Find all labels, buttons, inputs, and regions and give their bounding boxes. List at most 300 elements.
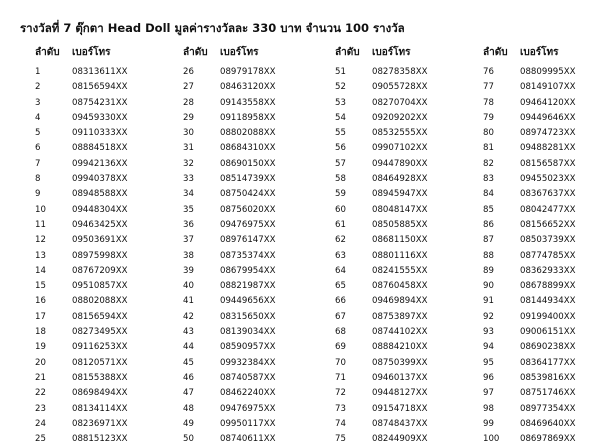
item-phone: 09143558XX — [220, 97, 276, 108]
column-header — [183, 47, 328, 65]
item-no: 68 — [335, 327, 346, 338]
item-phone: 09488281XX — [520, 143, 576, 154]
item-phone: 09503691XX — [72, 235, 128, 246]
item-phone: 08976147XX — [220, 235, 276, 246]
item-phone: 09006151XX — [520, 327, 576, 338]
list-item — [183, 371, 328, 386]
item-no: 67 — [335, 311, 346, 322]
column-header — [335, 47, 480, 65]
item-phone: 08754231XX — [72, 97, 128, 108]
item-no: 17 — [35, 311, 46, 322]
item-phone: 08134114XX — [72, 403, 128, 414]
item-no: 63 — [335, 250, 346, 261]
item-phone: 08735374XX — [220, 250, 276, 261]
list-item — [335, 172, 480, 187]
list-item — [183, 294, 328, 309]
item-no: 38 — [183, 250, 194, 261]
item-phone: 09459330XX — [72, 112, 128, 123]
header-no: ลำดับ — [335, 47, 360, 58]
item-no: 93 — [483, 327, 494, 338]
item-no: 39 — [183, 265, 194, 276]
item-no: 72 — [335, 388, 346, 399]
item-no: 66 — [335, 296, 346, 307]
list-item — [335, 310, 480, 325]
item-phone: 09449656XX — [220, 296, 276, 307]
list-item — [335, 157, 480, 172]
list-item — [35, 172, 180, 187]
list-item — [183, 386, 328, 401]
item-no: 82 — [483, 158, 494, 169]
list-item — [35, 111, 180, 126]
item-phone: 08750424XX — [220, 189, 276, 200]
item-phone: 09942136XX — [72, 158, 128, 169]
item-no: 92 — [483, 311, 494, 322]
item-no: 85 — [483, 204, 494, 215]
list-item — [183, 432, 328, 447]
list-item — [483, 111, 600, 126]
list-item — [35, 325, 180, 340]
item-phone: 09469894XX — [372, 296, 428, 307]
list-item — [183, 218, 328, 233]
item-phone: 08753897XX — [372, 311, 428, 322]
item-phone: 09463425XX — [72, 219, 128, 230]
item-no: 98 — [483, 403, 494, 414]
item-phone: 08241555XX — [372, 265, 428, 276]
list-item — [335, 203, 480, 218]
item-no: 76 — [483, 67, 494, 77]
list-item — [183, 157, 328, 172]
item-no: 19 — [35, 342, 46, 353]
item-phone: 09510857XX — [72, 281, 128, 292]
item-phone: 08313611XX — [72, 67, 128, 77]
item-phone: 08975998XX — [72, 250, 128, 261]
item-no: 57 — [335, 158, 346, 169]
list-item — [35, 203, 180, 218]
list-item — [483, 126, 600, 141]
item-no: 27 — [183, 82, 194, 93]
list-item — [483, 65, 600, 80]
item-no: 83 — [483, 174, 494, 185]
item-phone: 08756020XX — [220, 204, 276, 215]
item-no: 78 — [483, 97, 494, 108]
list-item — [335, 325, 480, 340]
item-no: 32 — [183, 158, 194, 169]
item-no: 87 — [483, 235, 494, 246]
item-no: 9 — [35, 189, 41, 200]
list-item — [335, 386, 480, 401]
item-no: 88 — [483, 250, 494, 261]
item-no: 51 — [335, 67, 346, 77]
item-no: 31 — [183, 143, 194, 154]
item-no: 69 — [335, 342, 346, 353]
list-item — [35, 96, 180, 111]
item-no: 18 — [35, 327, 46, 338]
list-item — [183, 310, 328, 325]
item-no: 43 — [183, 327, 194, 338]
item-no: 97 — [483, 388, 494, 399]
item-phone: 08740587XX — [220, 372, 276, 383]
item-phone: 09118958XX — [220, 112, 276, 123]
list-item — [35, 371, 180, 386]
item-phone: 08690238XX — [520, 342, 576, 353]
item-phone: 08139034XX — [220, 327, 276, 338]
list-item — [183, 80, 328, 95]
item-no: 81 — [483, 143, 494, 154]
list-item — [335, 80, 480, 95]
list-item — [35, 141, 180, 156]
item-no: 54 — [335, 112, 346, 123]
column-2 — [183, 47, 328, 447]
list-item — [335, 356, 480, 371]
item-no: 20 — [35, 357, 46, 368]
item-no: 45 — [183, 357, 194, 368]
list-item — [183, 65, 328, 80]
item-no: 25 — [35, 434, 46, 445]
item-no: 65 — [335, 281, 346, 292]
list-item — [335, 417, 480, 432]
list-item — [35, 294, 180, 309]
header-phone: เบอร์โทร — [220, 47, 259, 58]
item-no: 28 — [183, 97, 194, 108]
item-phone: 08884210XX — [372, 342, 428, 353]
list-item — [183, 141, 328, 156]
item-no: 15 — [35, 281, 46, 292]
item-phone: 09940378XX — [72, 174, 128, 185]
list-item — [35, 417, 180, 432]
column-4 — [483, 47, 600, 447]
item-phone: 08679954XX — [220, 265, 276, 276]
item-no: 59 — [335, 189, 346, 200]
list-item — [183, 187, 328, 202]
item-phone: 08945947XX — [372, 189, 428, 200]
list-item — [483, 402, 600, 417]
item-phone: 08463120XX — [220, 82, 276, 93]
list-item — [35, 187, 180, 202]
list-item — [335, 218, 480, 233]
item-no: 6 — [35, 143, 41, 154]
item-phone: 08505885XX — [372, 219, 428, 230]
item-phone: 08774785XX — [520, 250, 576, 261]
item-phone: 08821987XX — [220, 281, 276, 292]
list-item — [35, 356, 180, 371]
item-phone: 08744102XX — [372, 327, 428, 338]
item-phone: 09476975XX — [220, 219, 276, 230]
list-item — [35, 65, 180, 80]
list-item — [483, 325, 600, 340]
item-phone: 08815123XX — [72, 434, 128, 445]
list-item — [183, 96, 328, 111]
item-no: 58 — [335, 174, 346, 185]
item-no: 77 — [483, 82, 494, 93]
item-no: 52 — [335, 82, 346, 93]
list-item — [35, 80, 180, 95]
item-phone: 08315650XX — [220, 311, 276, 322]
item-phone: 08244909XX — [372, 434, 428, 445]
item-phone: 08156594XX — [72, 311, 128, 322]
list-item — [35, 126, 180, 141]
item-no: 7 — [35, 158, 41, 169]
item-no: 94 — [483, 342, 494, 353]
item-phone: 08802088XX — [220, 128, 276, 139]
list-item — [335, 65, 480, 80]
list-item — [335, 279, 480, 294]
item-no: 70 — [335, 357, 346, 368]
item-no: 62 — [335, 235, 346, 246]
list-item — [35, 310, 180, 325]
list-item — [483, 279, 600, 294]
item-no: 30 — [183, 128, 194, 139]
list-item — [483, 340, 600, 355]
item-no: 16 — [35, 296, 46, 307]
list-item — [183, 233, 328, 248]
item-phone: 09448127XX — [372, 388, 428, 399]
item-no: 79 — [483, 112, 494, 123]
item-phone: 08590957XX — [220, 342, 276, 353]
item-no: 2 — [35, 82, 41, 93]
item-phone: 09932384XX — [220, 357, 276, 368]
item-phone: 08514739XX — [220, 174, 276, 185]
item-phone: 08748437XX — [372, 418, 428, 429]
item-phone: 08156587XX — [520, 158, 576, 169]
item-no: 44 — [183, 342, 194, 353]
item-no: 61 — [335, 219, 346, 230]
list-item — [335, 126, 480, 141]
list-item — [183, 111, 328, 126]
header-phone: เบอร์โทร — [72, 47, 111, 58]
list-item — [35, 402, 180, 417]
item-no: 26 — [183, 67, 194, 77]
item-phone: 08767209XX — [72, 265, 128, 276]
item-no: 60 — [335, 204, 346, 215]
list-item — [183, 203, 328, 218]
list-item — [483, 233, 600, 248]
list-item — [483, 141, 600, 156]
item-phone: 08977354XX — [520, 403, 576, 414]
list-item — [335, 294, 480, 309]
item-phone: 08149107XX — [520, 82, 576, 93]
header-phone: เบอร์โทร — [372, 47, 411, 58]
item-phone: 08750399XX — [372, 357, 428, 368]
list-item — [183, 264, 328, 279]
item-phone: 09907102XX — [372, 143, 428, 154]
item-phone: 09116253XX — [72, 342, 128, 353]
list-item — [483, 249, 600, 264]
item-phone: 09448304XX — [72, 204, 128, 215]
item-phone: 09154718XX — [372, 403, 428, 414]
header-no: ลำดับ — [35, 47, 60, 58]
item-phone: 08042477XX — [520, 204, 576, 215]
item-phone: 08532555XX — [372, 128, 428, 139]
item-no: 84 — [483, 189, 494, 200]
item-phone: 08364177XX — [520, 357, 576, 368]
header-phone: เบอร์โทร — [520, 47, 559, 58]
item-phone: 08948588XX — [72, 189, 128, 200]
item-no: 42 — [183, 311, 194, 322]
list-item — [183, 417, 328, 432]
item-no: 49 — [183, 418, 194, 429]
item-phone: 08974723XX — [520, 128, 576, 139]
item-phone: 09476975XX — [220, 403, 276, 414]
item-no: 46 — [183, 372, 194, 383]
item-no: 11 — [35, 219, 46, 230]
list-item — [335, 432, 480, 447]
item-no: 48 — [183, 403, 194, 414]
list-item — [183, 126, 328, 141]
column-3 — [335, 47, 480, 447]
list-item — [183, 279, 328, 294]
item-no: 80 — [483, 128, 494, 139]
item-phone: 08469640XX — [520, 418, 576, 429]
item-phone: 08979178XX — [220, 67, 276, 77]
item-no: 14 — [35, 265, 46, 276]
list-item — [483, 203, 600, 218]
item-phone: 08801116XX — [372, 250, 428, 261]
list-item — [35, 340, 180, 355]
item-phone: 08809995XX — [520, 67, 576, 77]
header-no: ลำดับ — [183, 47, 208, 58]
item-phone: 08678899XX — [520, 281, 576, 292]
item-no: 91 — [483, 296, 494, 307]
column-header — [483, 47, 600, 65]
list-item — [183, 325, 328, 340]
item-no: 55 — [335, 128, 346, 139]
item-no: 86 — [483, 219, 494, 230]
item-phone: 08048147XX — [372, 204, 428, 215]
list-item — [335, 264, 480, 279]
list-item — [483, 432, 600, 447]
item-phone: 08236971XX — [72, 418, 128, 429]
item-no: 56 — [335, 143, 346, 154]
list-item — [483, 386, 600, 401]
list-item — [35, 218, 180, 233]
list-item — [35, 157, 180, 172]
item-no: 53 — [335, 97, 346, 108]
list-item — [335, 233, 480, 248]
item-no: 100 — [483, 434, 500, 445]
item-no: 73 — [335, 403, 346, 414]
item-phone: 08698494XX — [72, 388, 128, 399]
item-no: 74 — [335, 418, 346, 429]
item-no: 90 — [483, 281, 494, 292]
list-item — [483, 264, 600, 279]
list-item — [483, 96, 600, 111]
list-item — [183, 356, 328, 371]
list-item — [35, 264, 180, 279]
list-item — [335, 340, 480, 355]
list-item — [335, 371, 480, 386]
item-no: 33 — [183, 174, 194, 185]
list-item — [335, 187, 480, 202]
item-phone: 08681150XX — [372, 235, 428, 246]
item-phone: 08462240XX — [220, 388, 276, 399]
item-no: 10 — [35, 204, 46, 215]
item-no: 29 — [183, 112, 194, 123]
item-no: 24 — [35, 418, 46, 429]
item-phone: 09199400XX — [520, 311, 576, 322]
item-phone: 08802088XX — [72, 296, 128, 307]
item-no: 4 — [35, 112, 41, 123]
item-no: 36 — [183, 219, 194, 230]
item-phone: 08156652XX — [520, 219, 576, 230]
item-no: 34 — [183, 189, 194, 200]
list-item — [183, 172, 328, 187]
item-no: 64 — [335, 265, 346, 276]
item-no: 1 — [35, 67, 41, 77]
item-no: 23 — [35, 403, 46, 414]
item-no: 99 — [483, 418, 494, 429]
item-no: 96 — [483, 372, 494, 383]
item-phone: 09449646XX — [520, 112, 576, 123]
item-phone: 08270704XX — [372, 97, 428, 108]
list-item — [35, 279, 180, 294]
item-phone: 08120571XX — [72, 357, 128, 368]
list-item — [35, 386, 180, 401]
column-1 — [35, 47, 180, 447]
item-phone: 08278358XX — [372, 67, 428, 77]
column-header — [35, 47, 180, 65]
item-phone: 08760458XX — [372, 281, 428, 292]
item-no: 40 — [183, 281, 194, 292]
item-no: 95 — [483, 357, 494, 368]
list-item — [35, 432, 180, 447]
item-phone: 08273495XX — [72, 327, 128, 338]
list-item — [335, 96, 480, 111]
list-item — [335, 111, 480, 126]
item-no: 5 — [35, 128, 41, 139]
item-phone: 09055728XX — [372, 82, 428, 93]
list-item — [483, 80, 600, 95]
item-phone: 09110333XX — [72, 128, 128, 139]
item-phone: 08464928XX — [372, 174, 428, 185]
header-no: ลำดับ — [483, 47, 508, 58]
item-no: 71 — [335, 372, 346, 383]
item-phone: 08156594XX — [72, 82, 128, 93]
item-phone: 08503739XX — [520, 235, 576, 246]
item-no: 12 — [35, 235, 46, 246]
item-no: 37 — [183, 235, 194, 246]
list-item — [483, 172, 600, 187]
list-item — [483, 294, 600, 309]
list-item — [35, 249, 180, 264]
page-title: รางวัลที่ 7 ตุ๊กตา Head Doll มูลค่ารางวัลละ 330 บาท จำนวน 100 รางวัล — [20, 21, 405, 35]
list-item — [483, 371, 600, 386]
item-phone: 08362933XX — [520, 265, 576, 276]
item-phone: 09447890XX — [372, 158, 428, 169]
item-phone: 09209202XX — [372, 112, 428, 123]
list-item — [483, 187, 600, 202]
list-item — [335, 141, 480, 156]
item-phone: 08751746XX — [520, 388, 576, 399]
item-phone: 08884518XX — [72, 143, 128, 154]
item-no: 3 — [35, 97, 41, 108]
item-phone: 08740611XX — [220, 434, 276, 445]
item-phone: 09460137XX — [372, 372, 428, 383]
item-phone: 08144934XX — [520, 296, 576, 307]
item-phone: 08367637XX — [520, 189, 576, 200]
list-item — [183, 340, 328, 355]
item-phone: 09464120XX — [520, 97, 576, 108]
item-no: 50 — [183, 434, 194, 445]
list-item — [183, 249, 328, 264]
item-phone: 08684310XX — [220, 143, 276, 154]
item-phone: 08697869XX — [520, 434, 576, 445]
list-item — [483, 356, 600, 371]
item-phone: 09950117XX — [220, 418, 276, 429]
item-no: 35 — [183, 204, 194, 215]
item-phone: 08539816XX — [520, 372, 576, 383]
list-item — [335, 249, 480, 264]
list-item — [35, 233, 180, 248]
